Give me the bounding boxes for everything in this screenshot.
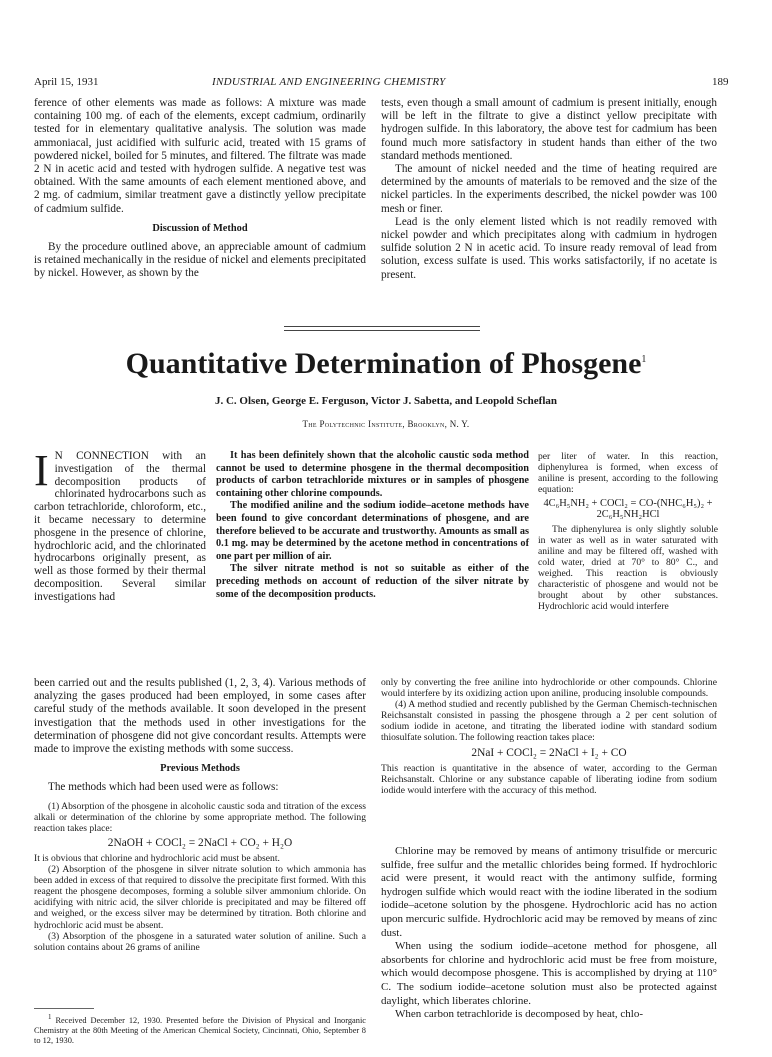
divider <box>284 326 480 327</box>
method-1-note: It is obvious that chlorine and hydrochloric acid must be absent. <box>34 853 280 864</box>
bottom-right-column <box>381 845 717 1022</box>
article-title <box>34 342 738 382</box>
paragraph: ference of other elements was made as follows: A mixture was made containing 100 mg. of each of the elements, except cadmium, ordinarily tested for in elementary qualitative analysis. The solution was made ammoniacal, just acidified with sulfuric acid, treated with 15 grams of powdered nickel, boiled for 5 minutes, and filtered. The filtrate was made 2 N in acetic acid and tested with hydrogen sulfide. A negative test was obtained. With the same amounts of each element mentioned above, and 2 mg. of cadmium, similar treatment gave a distinctly yellow precipitate of cadmium sulfide. <box>34 97 366 215</box>
footnote <box>34 1012 366 1046</box>
page-number: 189 <box>712 76 729 88</box>
paragraph: only by converting the free aniline into hydrochloride or other compounds. Chlorine would interfere by its oxidizing action upon aniline, producing insoluble compounds. <box>381 677 717 700</box>
paragraph: When carbon tetrachloride is decomposed by heat, chlo- <box>395 1008 644 1021</box>
method-4: (4) A method studied and recently published by the German Chemisch-technischen Reichsanstalt consisted in passing the phosgene through a 2 per cent solution of sodium iodide in acetone, and titrating the liberated iodine with standard sodium thiosulfate solution. The following reaction takes place: <box>381 699 717 744</box>
paragraph: been carried out and the results published (1, 2, 3, 4). Various methods of analyzing the gases produced had been employed, in some cases after careful study of the methods available. It soon developed in the present investigation that the methods used in other investigations for the determination of phosgene did not give concordant results. Attempts were made to improve the existing methods with some success. <box>34 677 366 756</box>
page-date: April 15, 1931 <box>34 76 99 88</box>
intro-paragraph <box>34 446 206 604</box>
intro-continuation <box>34 677 366 953</box>
paragraph: The diphenylurea is only slightly soluble in water as well as in water saturated with aniline and may be filtered off, washed with cold water, dried at 70° to 80° C., and weighed. This reaction is obviously characteristic of phosgene and would not be brought about by other substances. Hydrochloric acid would interfere <box>538 523 718 613</box>
right-narrow-column <box>538 451 718 612</box>
footnote-text <box>34 1012 366 1046</box>
title-text: Quantitative Determination of Phosgene <box>125 347 642 380</box>
drop-cap: I <box>34 446 49 495</box>
method-3: (3) Absorption of the phosgene in a saturated water solution of aniline. Such a solution contains about 26 grams of aniline <box>34 930 366 953</box>
paragraph: The amount of nickel needed and the time of heating required are determined by the amounts of materials to be removed and the size of the nickel particles. In the experiments described, the nickel powder was 100 mesh or finer. <box>381 163 717 215</box>
paragraph: When using the sodium iodide–acetone method for phosgene, all absorbents for chlorine and hydrochloric acid must be free from moisture, which would decompose phosgene. This is accomplished by drying at 110° C. The sodium iodide–acetone solution must also be protected against daylight, which liberates chlorine. <box>381 940 717 1007</box>
abstract-paragraph: The silver nitrate method is not so suitable as either of the preceding methods on account of reduction of the silver nitrate by some of the decomposition products. <box>216 563 529 600</box>
footnote-body: Received December 12, 1930. Presented before the Division of Physical and Inorganic Chemistry at the 80th Meeting of the American Chemical Society, Cincinnati, Ohio, September 8 to 12, 1930. <box>34 1015 366 1045</box>
paragraph: Lead is the only element listed which is not readily removed with nickel powder and which precipitates along with cadmium in hydrogen sulfide solution 2 N in acetic acid. To insure ready removal of lead from solution, excess sulfate is used. This works satisfactorily, if no acetate is present. <box>381 215 717 281</box>
paragraph: tests, even though a small amount of cadmium is present initially, enough will be left in the filtrate to give a distinct yellow precipitate with hydrogen sulfide. In this laboratory, the above test for cadmium has been found much more satisfactory in student hands than either of the two standard methods mentioned. <box>381 97 717 162</box>
paragraph: Chlorine may be removed by means of antimony trisulfide or mercuric sulfide, free sulfur and the metallic chlorides being formed. If hydrochloric acid were present, it would react with the antimony sulfide, forming hydrogen sulfide which would react with the iodine liberated in the sodium iodide–acetone solution by the phosgene. Hydrochloric acid has no action upon mercuric sulfide. Hydrochloric acid may be removed by means of zinc dust. <box>381 845 717 939</box>
title-footnote-mark: 1 <box>641 354 647 365</box>
intro-column <box>34 446 206 604</box>
footnote-mark: 1 <box>48 1013 52 1021</box>
paragraph: The methods which had been used were as follows: <box>48 781 279 794</box>
intro-text: N CONNECTION with an investigation of the thermal decomposition products of chlorinated hydrocarbons such as carbon tetrachloride, chloroform, etc., it became necessary to determine phosgene in the presence of chlorine, hydrochloric acid, and the chlorinated hydrocarbons originally present, as well as those formed by their thermal decomposition. Several similar investigations had <box>34 450 206 603</box>
paragraph: This reaction is quantitative in the absence of water, according to the German Reichsanstalt. Chlorine or any substance capable of liberating iodine from sodium iodide would interfere with the accuracy of this method. <box>381 762 717 796</box>
equation-naoh: 2NaOH + COCl₂ = 2NaCl + CO₂ + H₂O <box>107 836 293 849</box>
authors: J. C. Olsen, George E. Ferguson, Victor J. Sabetta, and Leopold Scheflan <box>214 395 558 407</box>
top-right-column <box>381 97 717 282</box>
divider <box>284 330 480 331</box>
paragraph: By the procedure outlined above, an appreciable amount of cadmium is retained mechanically in the residue of nickel and elements precipitated by nickel. However, as shown by the <box>34 241 366 280</box>
section-heading-previous: Previous Methods <box>160 763 240 775</box>
methods-list <box>34 801 366 953</box>
right-lower-column <box>381 677 717 796</box>
method-2: (2) Absorption of the phosgene in silver nitrate solution to which ammonia has been added in excess of that required to dissolve the precipitate first formed. With this reagent the phosgene decomposes, forming a soluble silver ammonium chloride. On acidifying with nitric acid, the silver chloride is precipitated and may be filtered off and weighed, or the excess silver may be determined by titration. Both chlorine and hydrochloric acid must be absent. <box>34 864 366 931</box>
footnote-rule <box>34 1008 94 1009</box>
institution: The Polytechnic Institute, Brooklyn, N. Y. <box>302 419 470 429</box>
abstract-paragraph: The modified aniline and the sodium iodide–acetone methods have been found to give concordant determinations of phosgene, and are therefore believed to be accurate and trustworthy. Amounts as small as 0.1 mg. may be determined by the acetone method in concentrations of one part per million of air. <box>216 500 529 562</box>
method-1: (1) Absorption of the phosgene in alcoholic caustic soda and titration of the excess alkali or determination of the chlorine by some appropriate method. The following reaction takes place: <box>34 800 366 834</box>
journal-title: INDUSTRIAL AND ENGINEERING CHEMISTRY <box>212 76 446 88</box>
abstract-paragraph: It has been definitely shown that the alcoholic caustic soda method cannot be used to determine phosgene in the thermal decomposition products of carbon tetrachloride mixtures or in samples of phosgene containing other chlorine compounds. <box>216 450 529 499</box>
equation-aniline: 4C₆H₅NH₂ + COCl₂ = CO-(NHC₆H₅)₂ + 2C₆H₅NH₂HCl <box>543 498 713 521</box>
abstract <box>216 450 529 601</box>
top-left-column <box>34 97 366 281</box>
paragraph: per liter of water. In this reaction, diphenylurea is formed, when excess of aniline is present, according to the following equation: <box>538 451 718 496</box>
section-heading: Discussion of Method <box>152 222 248 234</box>
equation-nai: 2NaI + COCl₂ = 2NaCl + I₂ + CO <box>471 746 627 759</box>
